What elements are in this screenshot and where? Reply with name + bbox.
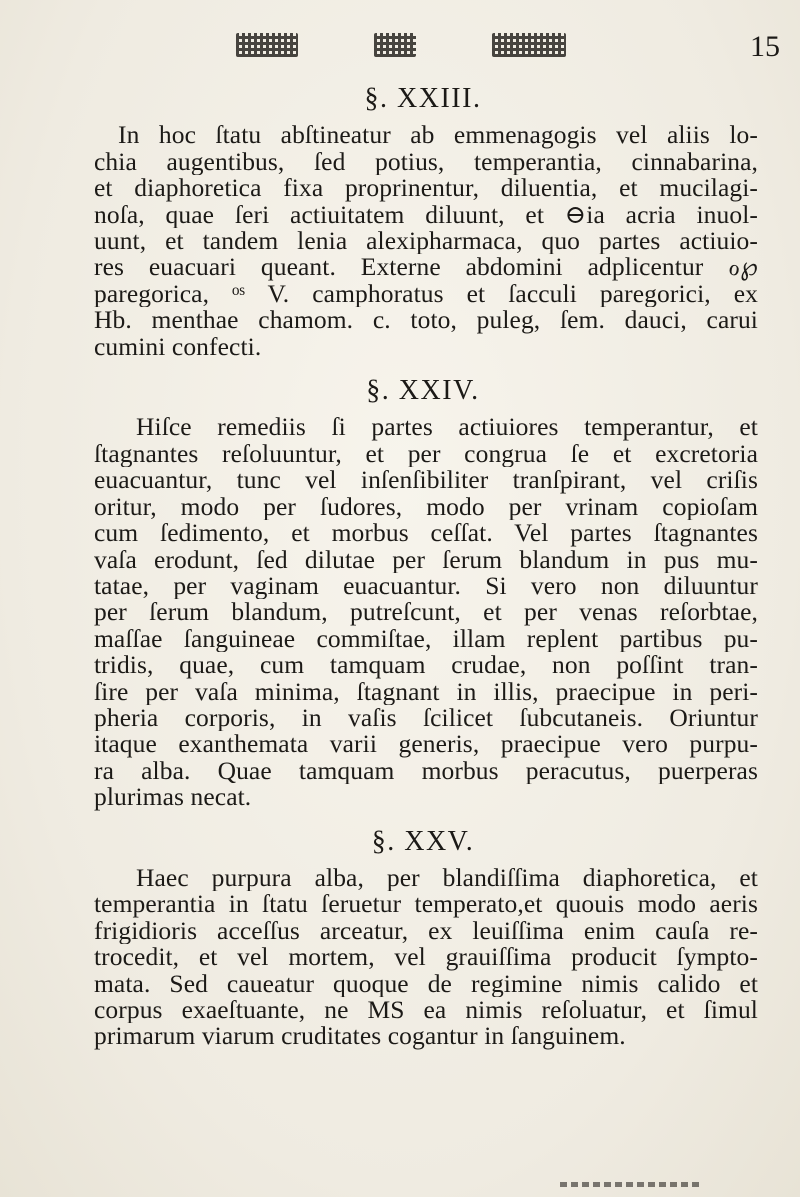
text-line: tridis, quae, cum tamquam crudae, non poſſint tran- bbox=[94, 652, 758, 679]
paragraph bbox=[58, 122, 758, 360]
section-heading: §. XXIII. bbox=[364, 83, 482, 114]
text-line: corpus exaeſtuante, ne MS ea nimis reſoluatur, et ſimul bbox=[94, 997, 758, 1024]
text-line: Hb. menthae chamom. c. toto, puleg, ſem. dauci, carui bbox=[94, 307, 758, 334]
text-line: paregorica, ᵒˢ V. camphoratus et ſacculi paregorici, ex bbox=[94, 280, 758, 308]
paragraph bbox=[58, 414, 758, 810]
text-line: Haec purpura alba, per blandiſſima diaphoretica, et bbox=[136, 864, 758, 892]
ornament-left bbox=[236, 33, 298, 57]
page-header bbox=[0, 18, 800, 68]
text-line: oritur, modo per ſudores, modo per vrinam copioſam bbox=[94, 493, 758, 521]
ornament-right bbox=[492, 33, 566, 57]
text-line: pheria corporis, in vaſis ſcilicet ſubcutaneis. Oriuntur bbox=[94, 704, 758, 732]
text-line: maſſae ſanguineae commiſtae, illam replent partibus pu- bbox=[94, 625, 758, 653]
text-line: plurimas necat. bbox=[94, 784, 252, 811]
ornament-center bbox=[374, 33, 416, 57]
text-line: res euacuari queant. Externe abdomini adplicentur ℴ℘ bbox=[94, 254, 758, 281]
text-line: noſa, quae ſeri actiuitatem diluunt, et ⊖ia acria inuol- bbox=[94, 201, 758, 229]
text-line: ra alba. Quae tamquam morbus peracutus, puerperas bbox=[94, 757, 758, 785]
text-line: trocedit, et vel mortem, vel grauiſſima producit ſympto- bbox=[94, 944, 758, 971]
text-line: chia augentibus, ſed potius, temperantia, cinnabarina, bbox=[94, 148, 758, 176]
text-line: Hiſce remediis ſi partes actiuiores temperantur, et bbox=[136, 414, 758, 441]
text-line: per ſerum blandum, putreſcunt, et per venas reſorbtae, bbox=[94, 599, 758, 626]
text-line: tatae, per vaginam euacuantur. Si vero non diluuntur bbox=[94, 572, 758, 600]
text-line: vaſa erodunt, ſed dilutae per ſerum blandum in pus mu- bbox=[94, 546, 758, 573]
text-line: mata. Sed caueatur quoque de regimine nimis calido et bbox=[94, 970, 758, 997]
text-line: In hoc ſtatu abſtineatur ab emmenagogis vel aliis lo- bbox=[118, 122, 758, 149]
text-line: cumini confecti. bbox=[94, 333, 262, 361]
page-body bbox=[58, 83, 758, 1068]
paragraph bbox=[58, 865, 758, 1050]
section-xxv bbox=[58, 825, 758, 1050]
section-xxiii bbox=[58, 83, 758, 361]
text-line: itaque exanthemata varii generis, praecipue vero purpu- bbox=[94, 731, 758, 758]
text-line: et diaphoretica fixa proprinentur, diluentia, et mucilagi- bbox=[94, 175, 758, 202]
text-line: uunt, et tandem lenia alexipharmaca, quo partes actiuio- bbox=[94, 228, 758, 255]
section-heading: §. XXV. bbox=[371, 825, 475, 857]
text-line: temperantia in ſtatu ſeruetur temperato,et quouis modo aeris bbox=[94, 891, 758, 918]
page-edge-mark bbox=[560, 1182, 700, 1187]
text-line: primarum viarum cruditates cogantur in ſanguinem. bbox=[94, 1023, 626, 1050]
header-ornament bbox=[236, 32, 566, 58]
text-line: cum ſedimento, et morbus ceſſat. Vel partes ſtagnantes bbox=[94, 520, 758, 547]
text-line: ſtagnantes reſoluuntur, et per congrua ſe et excretoria bbox=[94, 440, 758, 468]
section-heading: §. XXIV. bbox=[366, 375, 480, 407]
text-line: frigidioris acceſſus arceatur, ex leuiſſima enim cauſa re- bbox=[94, 917, 758, 945]
page-number: 15 bbox=[750, 30, 780, 63]
section-xxiv bbox=[58, 375, 758, 811]
text-line: ſire per vaſa minima, ſtagnant in illis, praecipue in peri- bbox=[94, 678, 758, 705]
text-line: euacuantur, tunc vel inſenſibiliter tranſpirant, vel criſis bbox=[94, 467, 758, 494]
